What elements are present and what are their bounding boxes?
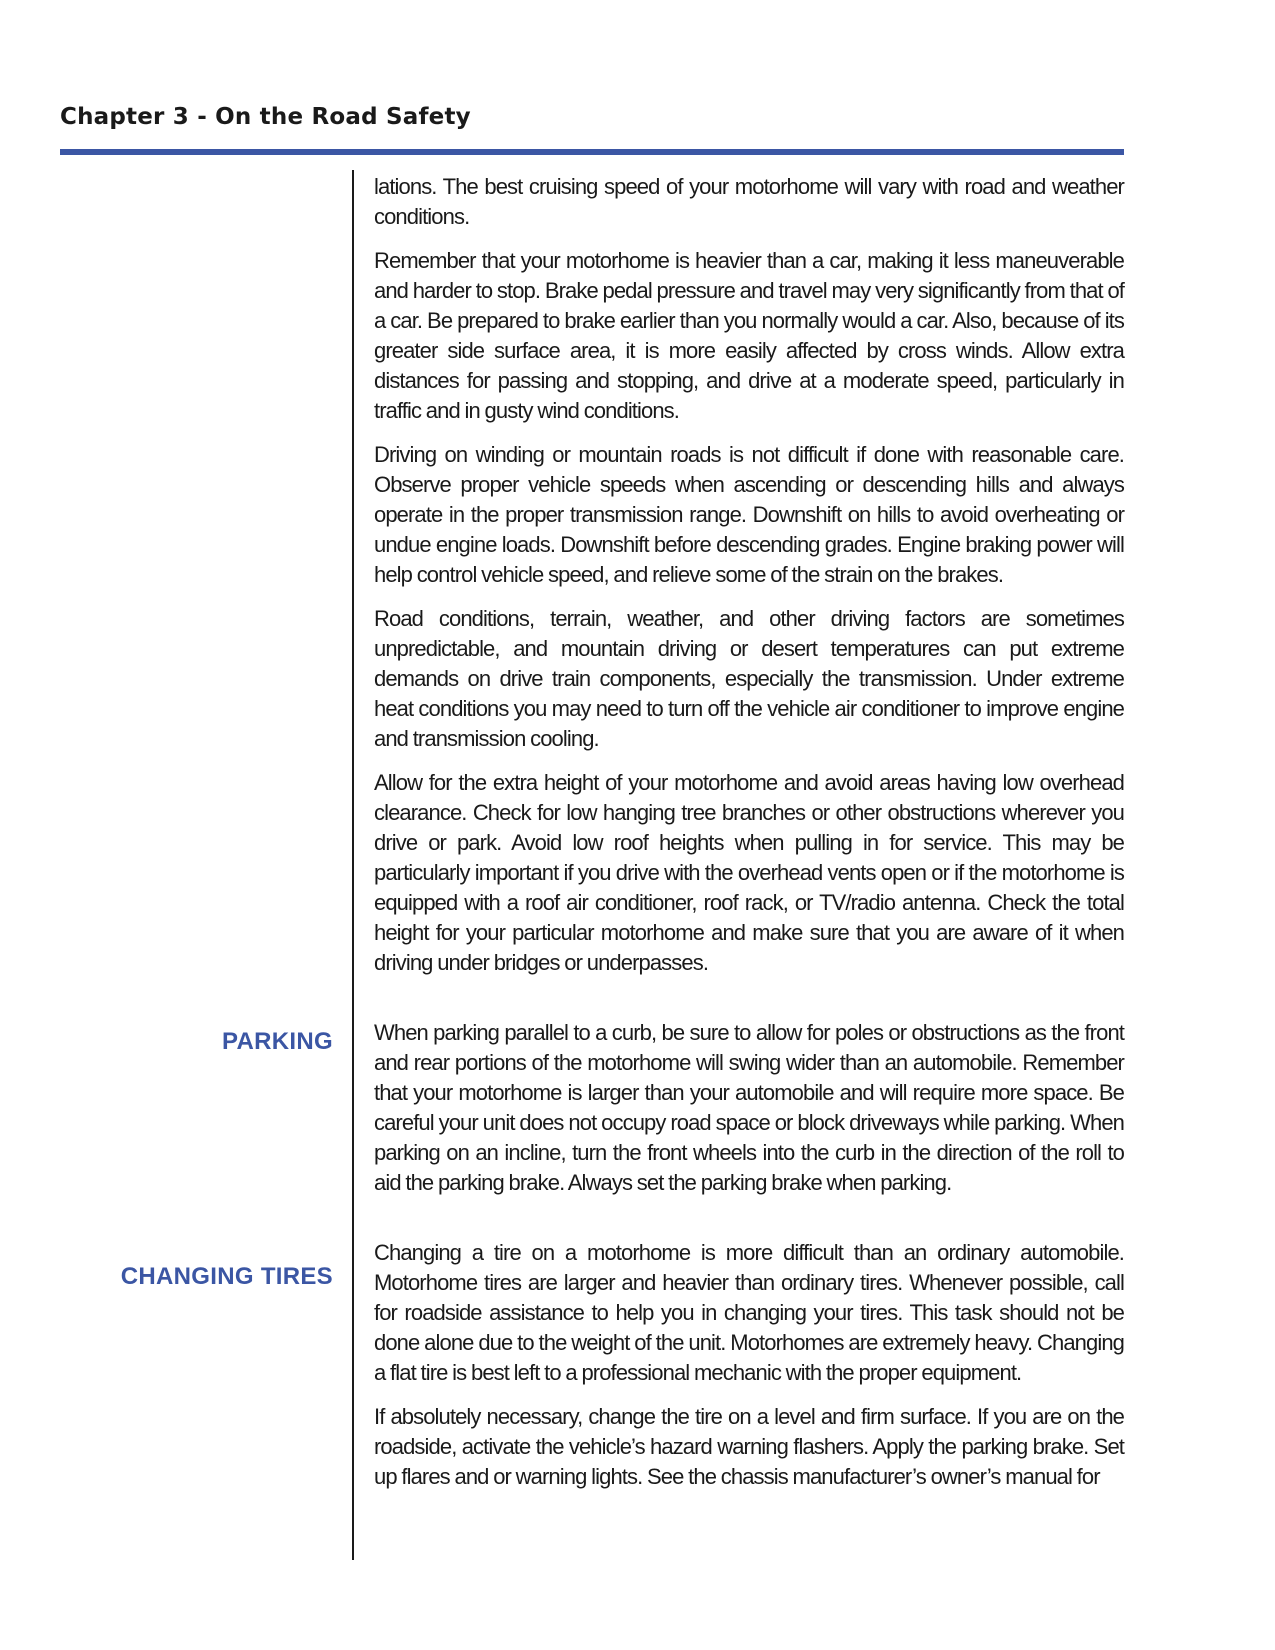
paragraph-parking: When parking parallel to a curb, be sure to allow for poles or obstructions as the front and rear portions of the motorhome will swing wider than an automobile. Remember that your motorhome is larger than your automobile and will require more space. Be careful your unit does not occupy road space or block driveways while parking. When parking on an incline, turn the front wheels into the curb in the direction of the roll to aid the parking brake. Always set the parking brake when parking. <box>374 1020 1124 1195</box>
paragraph-changing-tires: Changing a tire on a motorhome is more difficult than an ordinary automobile. Motorhome tires are larger and heavier than ordinary tires. Whenever possible, call for roadside assistance to help you in changing your tires. This task should not be done alone due to the weight of the unit. Motorhomes are extremely heavy. Changing a flat tire is best left to a professional mechanic with the proper equipment. <box>374 1240 1124 1385</box>
header-rule <box>60 149 1124 155</box>
paragraph-mountain-roads: Driving on winding or mountain roads is not difficult if done with reasonable care. Observe proper vehicle speeds when ascending or descending hills and always operate in the proper transmission range. Downshift on hills to avoid overheating or undue engine loads. Downshift before descending grades. Engine braking power will help control vehicle speed, and relieve some of the strain on the brakes. <box>374 442 1124 587</box>
paragraph-road-conditions: Road conditions, terrain, weather, and other driving factors are sometimes unpredictable, and mountain driving or desert temperatures can put extreme demands on drive train components, especially the transmission. Under extreme heat conditions you may need to turn off the vehicle air conditioner to improve engine and transmission cooling. <box>374 606 1124 751</box>
paragraph-cruising-speed: lations. The best cruising speed of your motorhome will vary with road and weather conditions. <box>374 174 1124 229</box>
paragraph-heavier-than-car: Remember that your motorhome is heavier than a car, making it less maneuverable and harder to stop. Brake pedal pressure and travel may very significantly from that of a car. Be prepared to brake earlier than you normally would a car. Also, because of its greater side surface area, it is more easily affected by cross winds. Allow extra distances for passing and stopping, and drive at a moderate speed, particularly in traffic and in gusty wind conditions. <box>374 248 1124 423</box>
chapter-title: Chapter 3 - On the Road Safety <box>60 104 471 130</box>
body-column <box>374 172 1124 1506</box>
side-heading-changing-tires: CHANGING TIRES <box>120 1263 333 1290</box>
column-divider <box>352 170 354 1560</box>
side-heading-parking: PARKING <box>222 1028 333 1055</box>
paragraph-overhead-clearance: Allow for the extra height of your motorhome and avoid areas having low overhead clearance. Check for low hanging tree branches or other obstructions wherever you drive or park. Avoid low roof heights when pulling in for service. This may be particularly important if you drive with the overhead vents open or if the motorhome is equipped with a roof air conditioner, roof rack, or TV/radio antenna. Check the total height for your particular motorhome and make sure that you are aware of it when driving under bridges or underpasses. <box>374 770 1124 975</box>
paragraph-tire-change-procedure: If absolutely necessary, change the tire on a level and firm surface. If you are on the roadside, activate the vehicle’s hazard warning flashers. Apply the parking brake. Set up flares and or warning lights. See the chassis manufacturer’s owner’s manual for <box>374 1404 1124 1489</box>
